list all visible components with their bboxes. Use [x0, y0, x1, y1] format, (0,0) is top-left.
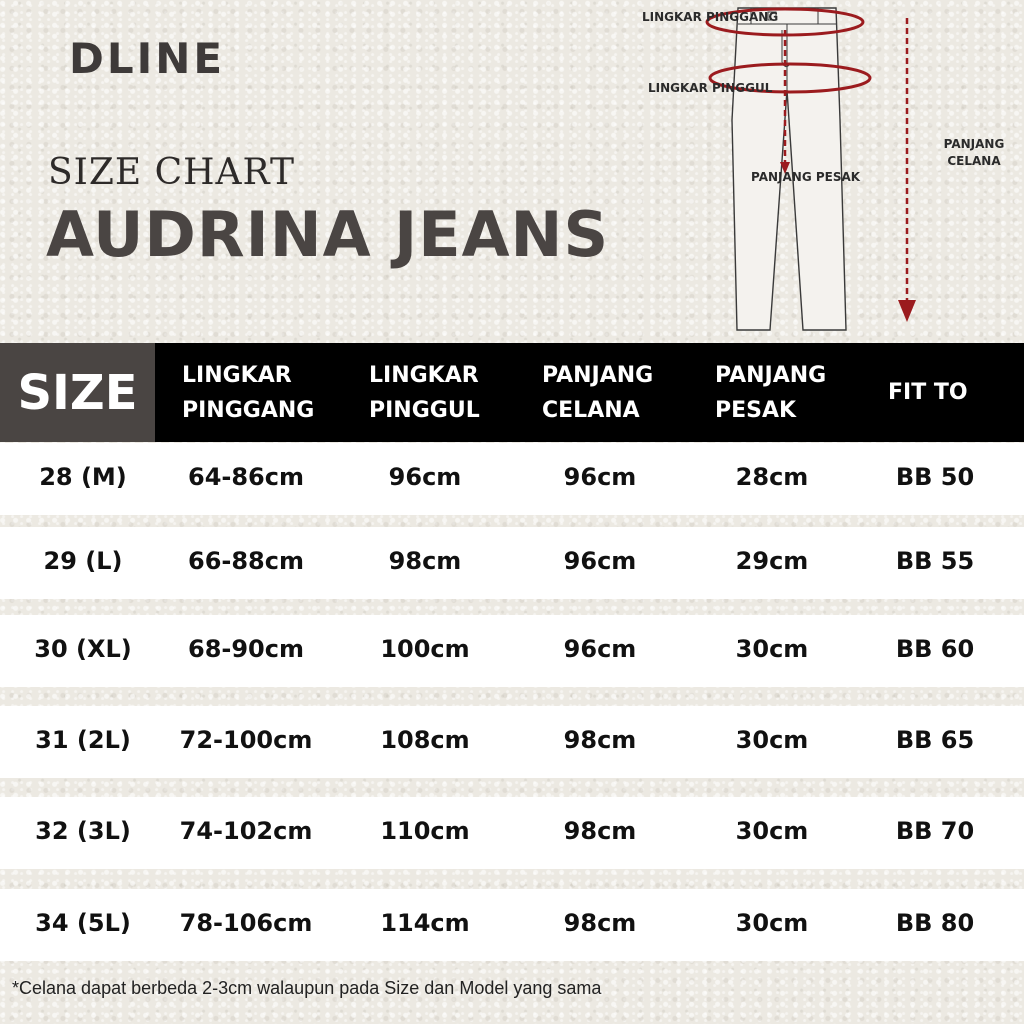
- header-rise: PANJANG PESAK: [715, 362, 827, 423]
- table-cell: BB 65: [895, 726, 975, 754]
- label-hip: LINGKAR PINGGUL: [648, 81, 773, 95]
- table-cell: 72-100cm: [179, 726, 313, 754]
- page-title: AUDRINA JEANS: [46, 198, 610, 271]
- header-hip: LINGKAR PINGGUL: [369, 362, 480, 423]
- table-cell: BB 55: [895, 547, 975, 575]
- pants-diagram: [620, 0, 1024, 340]
- table-cell: 68-90cm: [188, 635, 304, 663]
- table-cell: 64-86cm: [188, 463, 304, 491]
- footnote: *Celana dapat berbeda 2-3cm walaupun pada Size dan Model yang sama: [12, 978, 602, 998]
- table-cell: 30cm: [735, 817, 809, 845]
- header-waist: LINGKAR PINGGANG: [182, 362, 315, 423]
- table-cell: 96cm: [563, 463, 637, 491]
- size-cell: 31 (2L): [35, 726, 131, 754]
- table-cell: BB 70: [895, 817, 975, 845]
- table-cell: 110cm: [380, 817, 470, 845]
- table-cell: 29cm: [735, 547, 809, 575]
- table-cell: 96cm: [563, 547, 637, 575]
- size-header-label: SIZE: [17, 364, 138, 421]
- header-fit: FIT TO: [888, 380, 968, 405]
- label-waist: LINGKAR PINGGANG: [642, 10, 779, 24]
- header-length: PANJANG CELANA: [542, 362, 654, 423]
- table-cell: BB 50: [895, 463, 975, 491]
- table-cell: 98cm: [563, 817, 637, 845]
- size-cell: 28 (M): [39, 463, 127, 491]
- table-cell: 30cm: [735, 726, 809, 754]
- table-cell: 30cm: [735, 909, 809, 937]
- size-cell: 32 (3L): [35, 817, 131, 845]
- brand-logo: DLINE: [69, 34, 226, 83]
- table-cell: BB 60: [895, 635, 975, 663]
- size-header: [0, 343, 155, 442]
- table-cell: 28cm: [735, 463, 809, 491]
- table-cell: 98cm: [563, 909, 637, 937]
- table-cell: 100cm: [380, 635, 470, 663]
- table-cell: 108cm: [380, 726, 470, 754]
- table-cell: 96cm: [388, 463, 462, 491]
- table-cell: BB 80: [895, 909, 975, 937]
- table-cell: 66-88cm: [188, 547, 304, 575]
- subtitle: SIZE CHART: [48, 152, 296, 193]
- table-cell: 98cm: [563, 726, 637, 754]
- size-cell: 34 (5L): [35, 909, 131, 937]
- label-rise: PANJANG PESAK: [751, 170, 861, 184]
- label-length: PANJANG CELANA: [943, 137, 1005, 168]
- table-cell: 74-102cm: [179, 817, 313, 845]
- table-cell: 78-106cm: [179, 909, 313, 937]
- size-cell: 29 (L): [43, 547, 123, 575]
- size-cell: 30 (XL): [34, 635, 132, 663]
- table-cell: 96cm: [563, 635, 637, 663]
- table-cell: 98cm: [388, 547, 462, 575]
- table-cell: 114cm: [380, 909, 470, 937]
- table-cell: 30cm: [735, 635, 809, 663]
